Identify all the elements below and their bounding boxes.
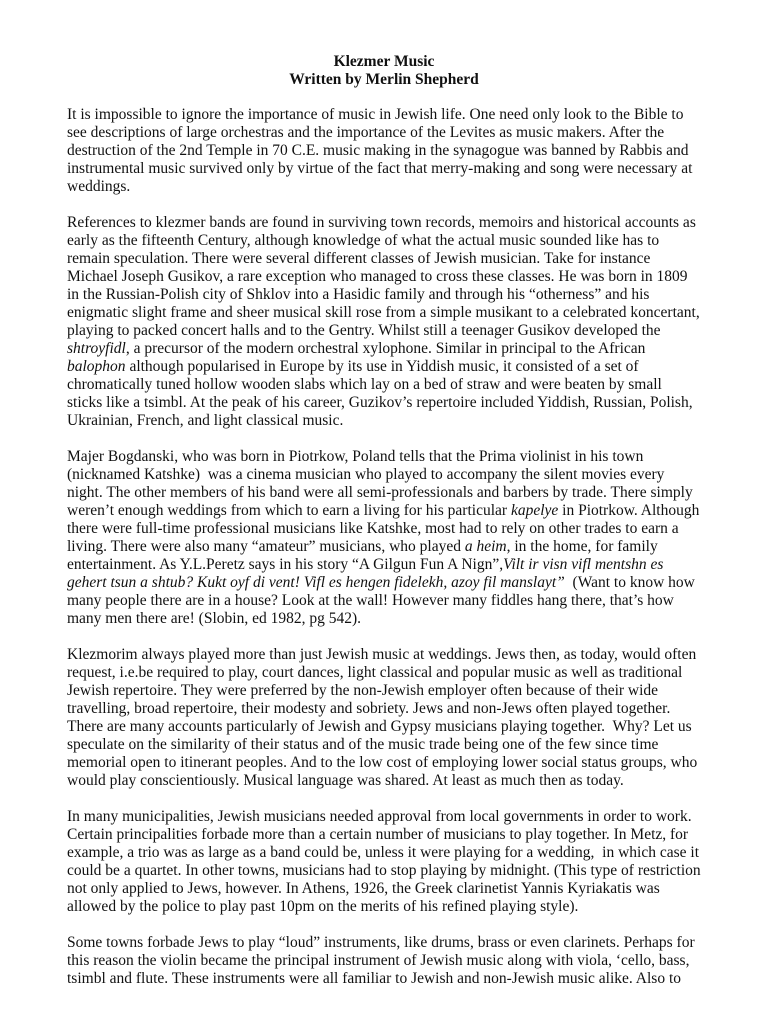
paragraph-5 (67, 808, 705, 916)
paragraph-2 (67, 214, 704, 430)
paragraph-text: although popularised in Europe by its use in Yiddish music, it consisted of a set of chromatically tuned hollow wooden slabs which lay on a bed of straw and were beaten by small sticks like a tsimbl. At the peak of his career, Guzikov’s repertoire included Yiddish, Russian, Polish, Ukrainian, French, and light classical music. (67, 358, 697, 429)
italic-term-balophon: balophon (67, 358, 126, 375)
paragraph-text: Klezmorim always played more than just Jewish music at weddings. Jews then, as today, would often request, i.e.be required to play, court dances, light classical and popular music as well as traditional Jewish repertoire. They were preferred by the non-Jewish employer often because of their wide travelling, broad repertoire, their modesty and sobriety. Jews and non-Jews often played together. There are many accounts particularly of Jewish and Gypsy musicians playing together. Why? Let us speculate on the similarity of their status and of the music trade being one of the few since time memorial open to itinerant peoples. And to the low cost of employing lower social status groups, who would play conscientiously. Musical language was shared. At least as much then as today. (67, 646, 702, 789)
italic-term-a-heim: a heim (464, 538, 507, 555)
title-text: Klezmer Music (333, 53, 435, 70)
paragraph-1 (67, 106, 701, 196)
paragraph-text: In many municipalities, Jewish musicians needed approval from local governments in order to work. Certain principalities forbade more than a certain number of musicians to play together. In Metz, for example, a trio was as large as a band could be, unless it were playing for a wedding, in which case it could be a quartet. In other towns, musicians had to stop playing by midnight. (This type of restriction not only applied to Jews, however. In Athens, 1926, the Greek clarinetist Yannis Kyriakatis was allowed by the police to play past 10pm on the merits of his refined playing style). (67, 808, 705, 915)
paragraph-text: It is impossible to ignore the importance of music in Jewish life. One need only look to the Bible to see descriptions of large orchestras and the importance of the Levites as music makers. After the destruction of the 2nd Temple in 70 C.E. music making in the synagogue was banned by Rabbis and instrumental music survived only by virtue of the fact that merry-making and song were necessary at weddings. (67, 106, 697, 195)
paragraph-text: , a precursor of the modern orchestral xylophone. Similar in principal to the African (125, 340, 650, 357)
paragraph-6 (67, 934, 701, 988)
paragraph-4 (67, 646, 701, 790)
paragraph-text: , in the home, for family entertainment. As Y.L.Peretz says in his story “A Gilgun Fun A Nign”, (67, 538, 662, 573)
paragraph-text: in Piotrkow. Although there were full-time professional musicians like Katshke, most had to rely on other trades to earn a living. There were also many “amateur” musicians, who played (67, 502, 704, 555)
document-title (67, 53, 701, 89)
paragraph-text: Majer Bogdanski, who was born in Piotrkow, Poland tells that the Prima violinist in his town (nicknamed Katshke) was a cinema musician who played to accompany the silent movies every night. The other members of his band were all semi-professionals and barbers by trade. There simply weren’t enough weddings from which to earn a living for his particular (67, 448, 697, 519)
italic-term-kapelye: kapelye (510, 502, 559, 519)
paragraph-3 (67, 448, 704, 628)
paragraph-text: Some towns forbade Jews to play “loud” instruments, like drums, brass or even clarinets. Perhaps for this reason the violin became the principal instrument of Jewish music along with viola, ‘cello, bass, tsimbl and flute. These instruments were all familiar to Jewish and non-Jewish music alike. Also to (67, 934, 699, 987)
italic-term-shtroyfidl: shtroyfidl (67, 340, 126, 357)
paragraph-text: (Want to know how many people there are in a house? Look at the wall! However many fiddles hang there, that’s how many men there are! (Slobin, ed 1982, pg 542). (67, 574, 699, 627)
document-page (67, 53, 705, 1006)
document-body (67, 106, 705, 988)
byline-text: Written by Merlin Shepherd (289, 71, 479, 88)
italic-yiddish-quote: Vilt ir visn vifl mentshn es gehert tsun a shtub? Kukt oyf di vent! Vifl es hengen fidelekh, azoy fil manslayt” (67, 556, 664, 591)
paragraph-text: References to klezmer bands are found in surviving town records, memoirs and historical accounts as early as the fifteenth Century, although knowledge of what the actual music sounded like has to remain speculation. There were several different classes of Jewish musician. Take for instance Michael Joseph Gusikov, a rare exception who managed to cross these classes. He was born in 1809 in the Russian-Polish city of Shklov into a Hasidic family and through his “otherness” and his enigmatic slight frame and sheer musical skill rose from a simple musikant to a celebrated koncertant, playing to packed concert halls and to the Gentry. Whilst still a teenager Gusikov developed the (67, 214, 704, 339)
